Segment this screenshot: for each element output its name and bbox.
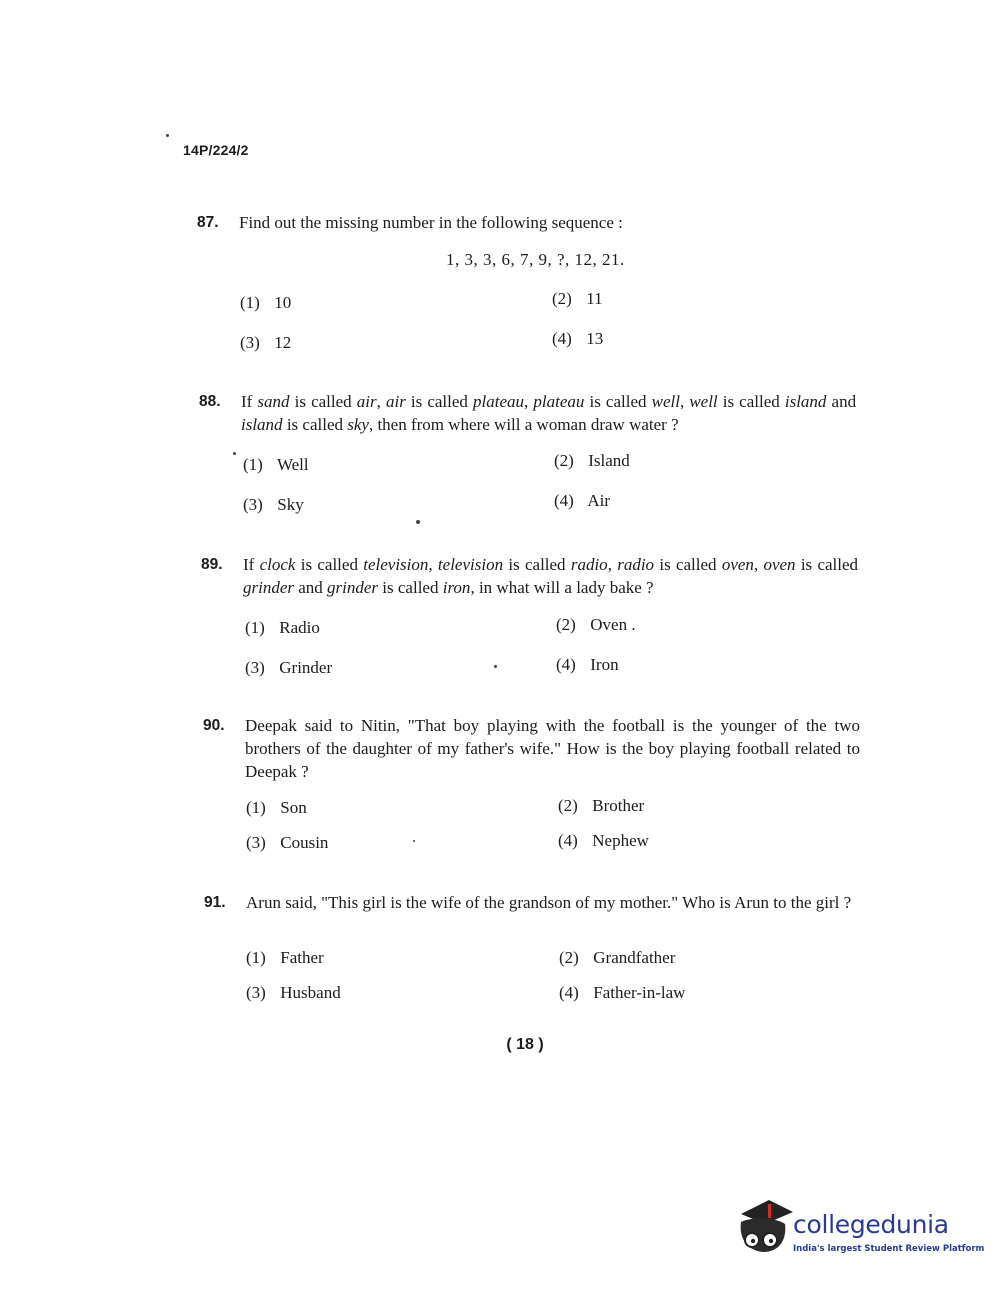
question-number: 89. (201, 556, 223, 573)
option-value: Radio (279, 618, 320, 637)
option-value: Grinder (279, 658, 333, 677)
option-label: (2) (556, 615, 576, 634)
italic-term: island (784, 392, 827, 411)
scan-speck (166, 134, 169, 137)
option-label: (1) (243, 455, 263, 474)
number-sequence: 1, 3, 3, 6, 7, 9, ?, 12, 21. (446, 250, 625, 269)
italic-term: television (437, 555, 504, 574)
italic-term: well (689, 392, 718, 411)
option-90-1[interactable] (246, 798, 307, 818)
option-label: (2) (559, 948, 579, 967)
text-run: is called (503, 555, 571, 574)
italic-term: grinder (243, 578, 294, 597)
option-value: Well (276, 455, 309, 474)
text-run: and (826, 392, 857, 411)
text-run: and (294, 578, 328, 597)
option-value: 12 (274, 333, 292, 352)
question-number: 88. (199, 393, 221, 410)
option-91-2[interactable] (559, 948, 675, 968)
option-value: 11 (586, 289, 603, 308)
text-run: is called (795, 555, 859, 574)
option-89-1[interactable] (245, 618, 320, 638)
option-90-3[interactable] (246, 833, 328, 853)
text-run: is called (654, 555, 722, 574)
text-run: , (607, 555, 618, 574)
italic-term: radio (617, 555, 655, 574)
option-label: (4) (559, 983, 579, 1002)
text-run: , in what will a lady bake ? (470, 578, 654, 597)
text-run: , (679, 392, 690, 411)
option-value: Iron (590, 655, 619, 674)
option-label: (2) (552, 289, 572, 308)
scan-speck (494, 665, 497, 668)
question-text (243, 553, 858, 599)
collegedunia-watermark (735, 1196, 985, 1266)
italic-term: grinder (327, 578, 379, 597)
text-run: is called (378, 578, 443, 597)
option-value: Grandfather (593, 948, 676, 967)
option-value: Father (280, 948, 324, 967)
scan-speck (233, 452, 236, 455)
option-91-4[interactable] (559, 983, 685, 1003)
italic-term: clock (259, 555, 296, 574)
question-text: Find out the missing number in the following sequence : (239, 213, 623, 232)
option-87-3[interactable] (240, 333, 291, 353)
option-91-3[interactable] (246, 983, 341, 1003)
option-label: (3) (240, 333, 260, 352)
question-text: Deepak said to Nitin, "That boy playing with the football is the younger of the two brothers of the daughter of my father's wife." How is the boy playing football related to Deepak ? (245, 716, 860, 781)
text-run: , (428, 555, 438, 574)
option-value: Son (280, 798, 307, 817)
option-value: Husband (280, 983, 341, 1002)
italic-term: well (651, 392, 680, 411)
option-88-4[interactable] (554, 491, 610, 511)
option-label: (1) (240, 293, 260, 312)
text-run: is called (717, 392, 785, 411)
text-run: If (241, 392, 258, 411)
scan-speck (413, 840, 415, 842)
option-label: (1) (246, 798, 266, 817)
question-number: 90. (203, 717, 225, 734)
page-number: ( 18 ) (506, 1036, 544, 1053)
option-87-1[interactable] (240, 293, 291, 313)
text-run: If (243, 555, 260, 574)
option-89-2[interactable] (556, 615, 636, 635)
italic-term: television (363, 555, 429, 574)
text-run: is called (405, 392, 474, 411)
option-label: (4) (552, 329, 572, 348)
question-text (241, 390, 856, 436)
option-value: 10 (274, 293, 292, 312)
option-89-4[interactable] (556, 655, 619, 675)
italic-term: oven (763, 555, 796, 574)
paper-code: 14P/224/2 (183, 142, 249, 158)
option-91-1[interactable] (246, 948, 324, 968)
option-value: Sky (277, 495, 304, 514)
option-value: Father-in-law (593, 983, 686, 1002)
option-label: (1) (246, 948, 266, 967)
option-label: (4) (558, 831, 578, 850)
option-label: (3) (243, 495, 263, 514)
text-run: , (753, 555, 764, 574)
option-label: (2) (554, 451, 574, 470)
mascot-icon (735, 1196, 795, 1258)
italic-term: air (385, 392, 406, 411)
option-90-4[interactable] (558, 831, 649, 851)
text-run: , (376, 392, 386, 411)
italic-term: plateau (533, 392, 585, 411)
option-value: 13 (586, 329, 604, 348)
option-90-2[interactable] (558, 796, 644, 816)
italic-term: oven (721, 555, 754, 574)
option-label: (3) (245, 658, 265, 677)
option-88-1[interactable] (243, 455, 309, 475)
italic-term: iron (442, 578, 471, 597)
question-number: 91. (204, 894, 226, 911)
option-label: (3) (246, 983, 266, 1002)
option-label: (4) (554, 491, 574, 510)
italic-term: sand (257, 392, 290, 411)
scan-speck (416, 520, 420, 524)
option-value: Brother (592, 796, 645, 815)
italic-term: air (356, 392, 377, 411)
text-run: is called (282, 415, 348, 434)
option-87-4[interactable] (552, 329, 603, 349)
italic-term: radio (570, 555, 608, 574)
text-run: , (524, 392, 534, 411)
option-value: Air (587, 491, 610, 510)
italic-term: plateau (473, 392, 525, 411)
option-value: Nephew (592, 831, 649, 850)
italic-term: island (241, 415, 283, 434)
text-run: is called (295, 555, 364, 574)
text-run: is called (584, 392, 652, 411)
option-label: (2) (558, 796, 578, 815)
option-87-2[interactable] (552, 289, 603, 309)
option-value: Cousin (280, 833, 329, 852)
option-label: (4) (556, 655, 576, 674)
option-88-3[interactable] (243, 495, 304, 515)
option-value: Oven . (590, 615, 636, 634)
question-number: 87. (197, 214, 219, 231)
brand-name: collegedunia (793, 1210, 949, 1239)
option-89-3[interactable] (245, 658, 332, 678)
question-text: Arun said, "This girl is the wife of the grandson of my mother." Who is Arun to the girl ? (246, 893, 852, 912)
italic-term: sky (347, 415, 369, 434)
text-run: , then from where will a woman draw water ? (368, 415, 679, 434)
option-label: (3) (246, 833, 266, 852)
brand-tagline: India's largest Student Review Platform (793, 1244, 985, 1254)
text-run: is called (289, 392, 357, 411)
option-88-2[interactable] (554, 451, 630, 471)
option-label: (1) (245, 618, 265, 637)
option-value: Island (588, 451, 630, 470)
